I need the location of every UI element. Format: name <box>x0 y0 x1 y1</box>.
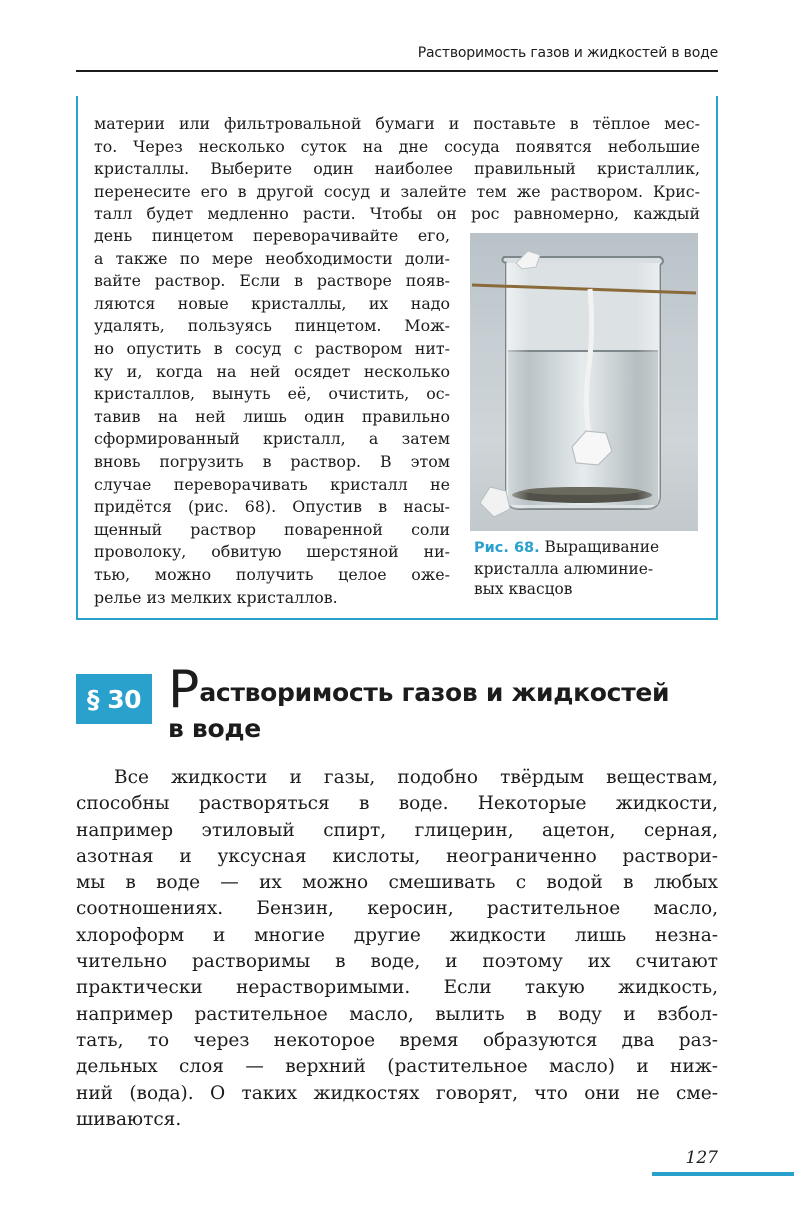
text-line: ляются новые кристаллы, их надо <box>94 293 450 313</box>
crystal-beaker-photo <box>470 233 698 531</box>
text-line: день пинцетом переворачивайте его, <box>94 226 450 245</box>
body-paragraph <box>76 765 718 1133</box>
text-line: кристаллы. Выберите один наиболее правильный кристаллик, <box>94 159 700 179</box>
section-number-badge: § 30 <box>76 674 152 724</box>
text-line: например растительное масло, вылить в воду и взбол- <box>76 1003 718 1025</box>
text-line: придётся (рис. 68). Опустив в насы- <box>94 497 450 517</box>
running-header: Растворимость газов и жидкостей в воде <box>417 45 718 61</box>
section-title <box>168 660 728 747</box>
title-rest-line1: астворимость газов и жидкостей <box>199 678 670 707</box>
text-line: вайте раствор. Если в растворе появ- <box>94 271 450 291</box>
title-initial: Р <box>168 660 200 720</box>
text-line: но опустить в сосуд с раствором нит- <box>94 338 450 358</box>
text-line: проволоку, обвитую шерстяной ни- <box>94 542 450 562</box>
text-line: тавив на ней лишь один правильно <box>94 406 450 426</box>
text-line: сформированный кристалл, а затем <box>94 429 450 449</box>
text-line: практически нерастворимыми. Если такую жидкость, <box>76 977 718 999</box>
text-line: кристаллов, вынуть её, очистить, ос- <box>94 384 450 404</box>
text-line: способны растворяться в воде. Некоторые жидкости, <box>76 793 718 815</box>
text-line: талл будет медленно расти. Чтобы он рос равномерно, каждый <box>94 204 700 224</box>
text-line: Все жидкости и газы, подобно твёрдым веществам, <box>114 767 718 788</box>
box-text-narrow <box>94 225 450 609</box>
caption-line: Выращивание <box>544 538 660 556</box>
text-line: щенный раствор поваренной соли <box>94 519 450 539</box>
text-line: а также по мере необходимости доли- <box>94 248 450 268</box>
text-line: тать, то через некоторое время образуются два раз- <box>76 1029 718 1051</box>
page-number-rule <box>652 1172 794 1176</box>
text-line: релье из мелких кристаллов. <box>94 587 338 607</box>
text-line: ку и, когда на ней осядет несколько <box>94 361 450 381</box>
text-line: то. Через несколько суток на дне сосуда появятся небольшие <box>94 136 700 156</box>
figure-caption <box>474 537 702 600</box>
text-line: хлороформ и многие другие жидкости лишь незна- <box>76 924 718 946</box>
text-line: например этиловый спирт, глицерин, ацетон, серная, <box>76 819 718 841</box>
text-line: мы в воде — их можно смешивать с водой в любых <box>76 872 718 894</box>
text-line: материи или фильтровальной бумаги и поставьте в тёплое мес- <box>94 114 700 133</box>
text-line: перенесите его в другой сосуд и залейте тем же раствором. Крис- <box>94 181 700 201</box>
text-line: соотношениях. Бензин, керосин, растительное масло, <box>76 898 718 920</box>
figure-label: Рис. 68. <box>474 540 540 556</box>
caption-line: вых квасцов <box>474 580 573 599</box>
text-line: дельных слоя — верхний (растительное масло) и ниж- <box>76 1056 718 1078</box>
page-number: 127 <box>685 1148 718 1168</box>
text-line: шиваются. <box>76 1108 182 1130</box>
text-line: вновь погрузить в раствор. В этом <box>94 451 450 471</box>
caption-line: кристалла алюминие- <box>474 559 654 578</box>
title-line2: в воде <box>168 714 261 743</box>
text-line: чительно растворимы в воде, и поэтому их считают <box>76 951 718 973</box>
box-text-full-width <box>94 113 700 226</box>
text-line: ний (вода). О таких жидкостях говорят, что они не сме- <box>76 1082 718 1104</box>
text-line: азотная и уксусная кислоты, неограниченно раствори- <box>76 845 718 867</box>
text-line: тью, можно получить целое оже- <box>94 564 450 584</box>
text-line: случае переворачивать кристалл не <box>94 474 450 494</box>
text-line: удалять, пользуясь пинцетом. Мож- <box>94 316 450 336</box>
header-rule <box>76 70 718 72</box>
